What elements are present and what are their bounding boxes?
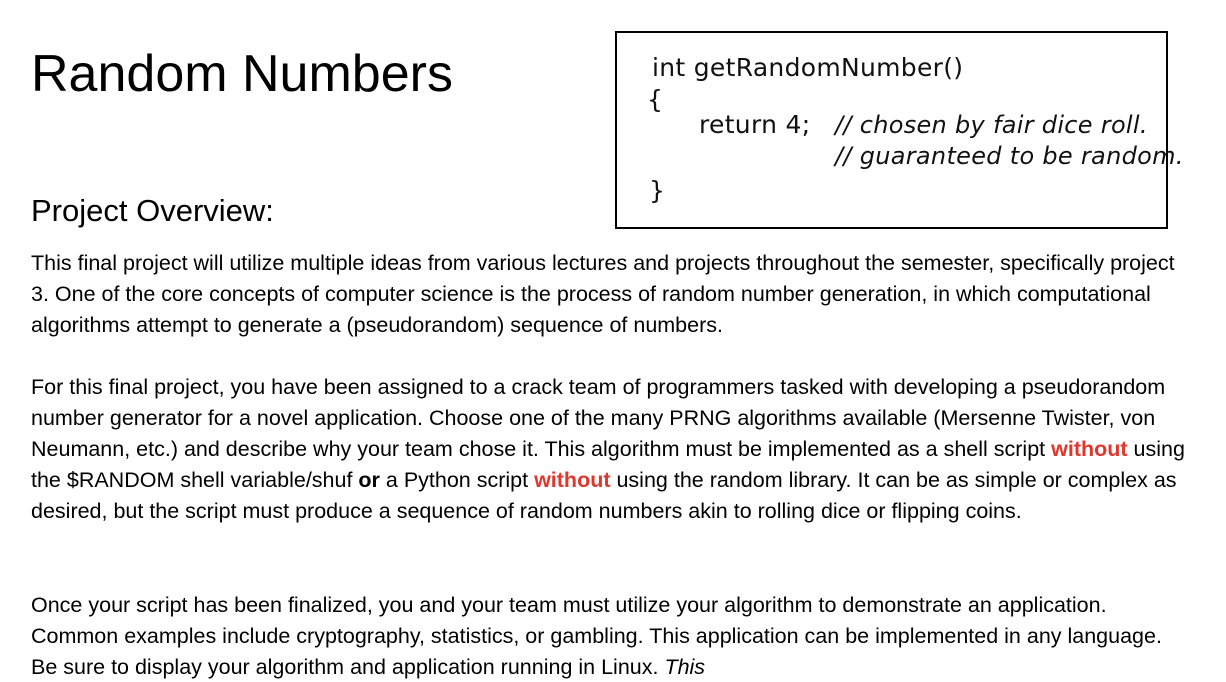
text-span: using the $RANDOM shell variable/shuf xyxy=(31,437,1185,492)
comic-code-line: return 4; xyxy=(699,110,811,139)
comic-comment-line: // chosen by fair dice roll. xyxy=(835,111,1148,139)
paragraph-requirements xyxy=(31,372,1191,527)
text-span: Once your script has been finalized, you and your team must utilize your algorithm to demonstrate an application. Common examples include cryptography, statistics, or gambling. This application can be implemented in any language. Be sure to display your algorithm and application running in Linux. xyxy=(31,593,1162,679)
comic-comment-line: // guaranteed to be random. xyxy=(835,142,1184,170)
emphasis-italic: This xyxy=(664,655,706,679)
emphasis-or: or xyxy=(358,468,380,492)
section-heading: Project Overview: xyxy=(31,193,274,228)
text-span: For this final project, you have been assigned to a crack team of programmers tasked with developing a pseudorandom number generator for a novel application. Choose one of the many PRNG algorithms available (Mersenne Twister, von Neumann, etc.) and describe why your team chose it. This algorithm must be implemented as a shell script xyxy=(31,375,1166,461)
text-span: a Python script xyxy=(379,468,535,492)
page-title: Random Numbers xyxy=(31,45,453,103)
paragraph-intro: This final project will utilize multiple ideas from various lectures and projects throughout the semester, specifically project 3. One of the core concepts of computer science is the process of random number generation, in which computational algorithms attempt to generate a (pseudorandom) sequence of numbers. xyxy=(31,251,1175,337)
comic-code-line: int getRandomNumber() xyxy=(652,53,964,82)
text-span: using the random library. It can be as simple or complex as desired, but the script must produce a sequence of random numbers akin to rolling dice or flipping coins. xyxy=(31,468,1177,523)
paragraph-application xyxy=(31,590,1191,682)
comic-code-line: { xyxy=(647,85,664,114)
emphasis-without: without xyxy=(534,468,611,492)
comic-code-line: } xyxy=(649,176,666,205)
xkcd-comic-image xyxy=(615,31,1184,229)
emphasis-without: without xyxy=(1051,437,1128,461)
